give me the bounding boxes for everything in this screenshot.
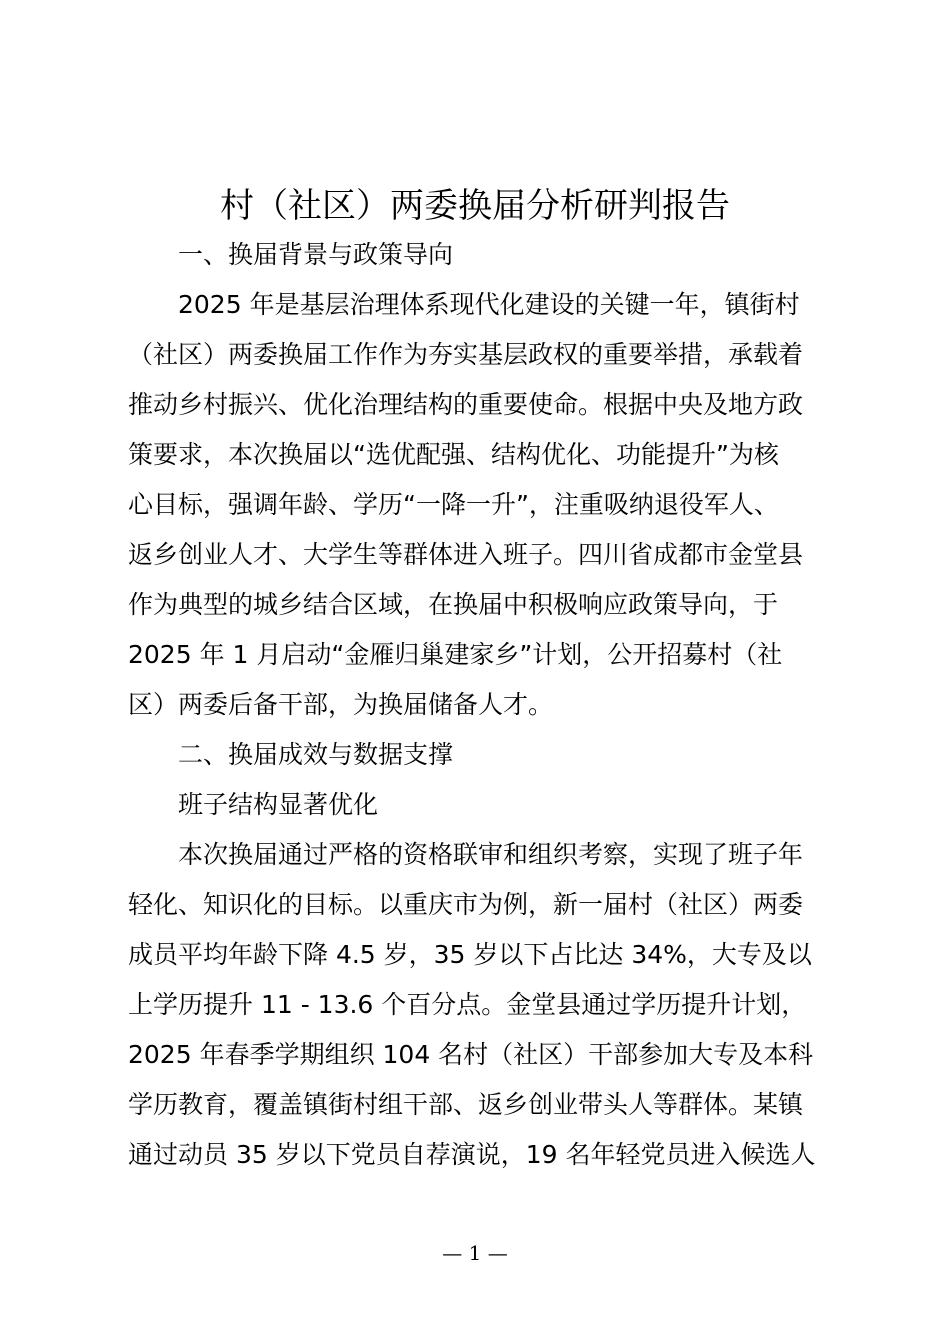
paragraph-line: 本次换届通过严格的资格联审和组织考察，实现了班子年 <box>178 840 804 869</box>
paragraph-line: 2025 年是基层治理体系现代化建设的关键一年，镇街村 <box>178 290 800 319</box>
paragraph-line: 策要求，本次换届以“选优配强、结构优化、功能提升”为核 <box>128 440 779 469</box>
paragraph-line: 通过动员 35 岁以下党员自荐演说，19 名年轻党员进入候选人 <box>128 1140 816 1169</box>
paragraph-line: 返乡创业人才、大学生等群体进入班子。四川省成都市金堂县 <box>128 540 804 569</box>
paragraph-line: 推动乡村振兴、优化治理结构的重要使命。根据中央及地方政 <box>128 390 804 419</box>
paragraph-line: 轻化、知识化的目标。以重庆市为例，新一届村（社区）两委 <box>128 890 804 919</box>
paragraph-line: 成员平均年龄下降 4.5 岁，35 岁以下占比达 34%，大专及以 <box>128 940 812 969</box>
subsection-heading: 班子结构显著优化 <box>178 790 379 819</box>
paragraph-line: 2025 年春季学期组织 104 名村（社区）干部参加大专及本科 <box>128 1040 814 1069</box>
paragraph-line: 学历教育，覆盖镇街村组干部、返乡创业带头人等群体。某镇 <box>128 1090 804 1119</box>
paragraph-line: 上学历提升 11 - 13.6 个百分点。金堂县通过学历提升计划， <box>128 990 807 1019</box>
paragraph-line: 心目标，强调年龄、学历“一降一升”，注重吸纳退役军人、 <box>128 490 779 519</box>
paragraph-line: 区）两委后备干部，为换届储备人才。 <box>128 690 554 719</box>
paragraph-line: （社区）两委换届工作作为夯实基层政权的重要举措，承载着 <box>128 340 804 369</box>
page-number: — 1 — <box>442 1241 508 1265</box>
paragraph-line: 2025 年 1 月启动“金雁归巢建家乡”计划，公开招募村（社 <box>128 640 783 669</box>
paragraph-line: 作为典型的城乡结合区域，在换届中积极响应政策导向，于 <box>128 590 779 619</box>
section-heading-1: 一、换届背景与政策导向 <box>178 240 454 269</box>
section-heading-2: 二、换届成效与数据支撑 <box>178 740 454 769</box>
document-title: 村（社区）两委换届分析研判报告 <box>220 186 730 226</box>
